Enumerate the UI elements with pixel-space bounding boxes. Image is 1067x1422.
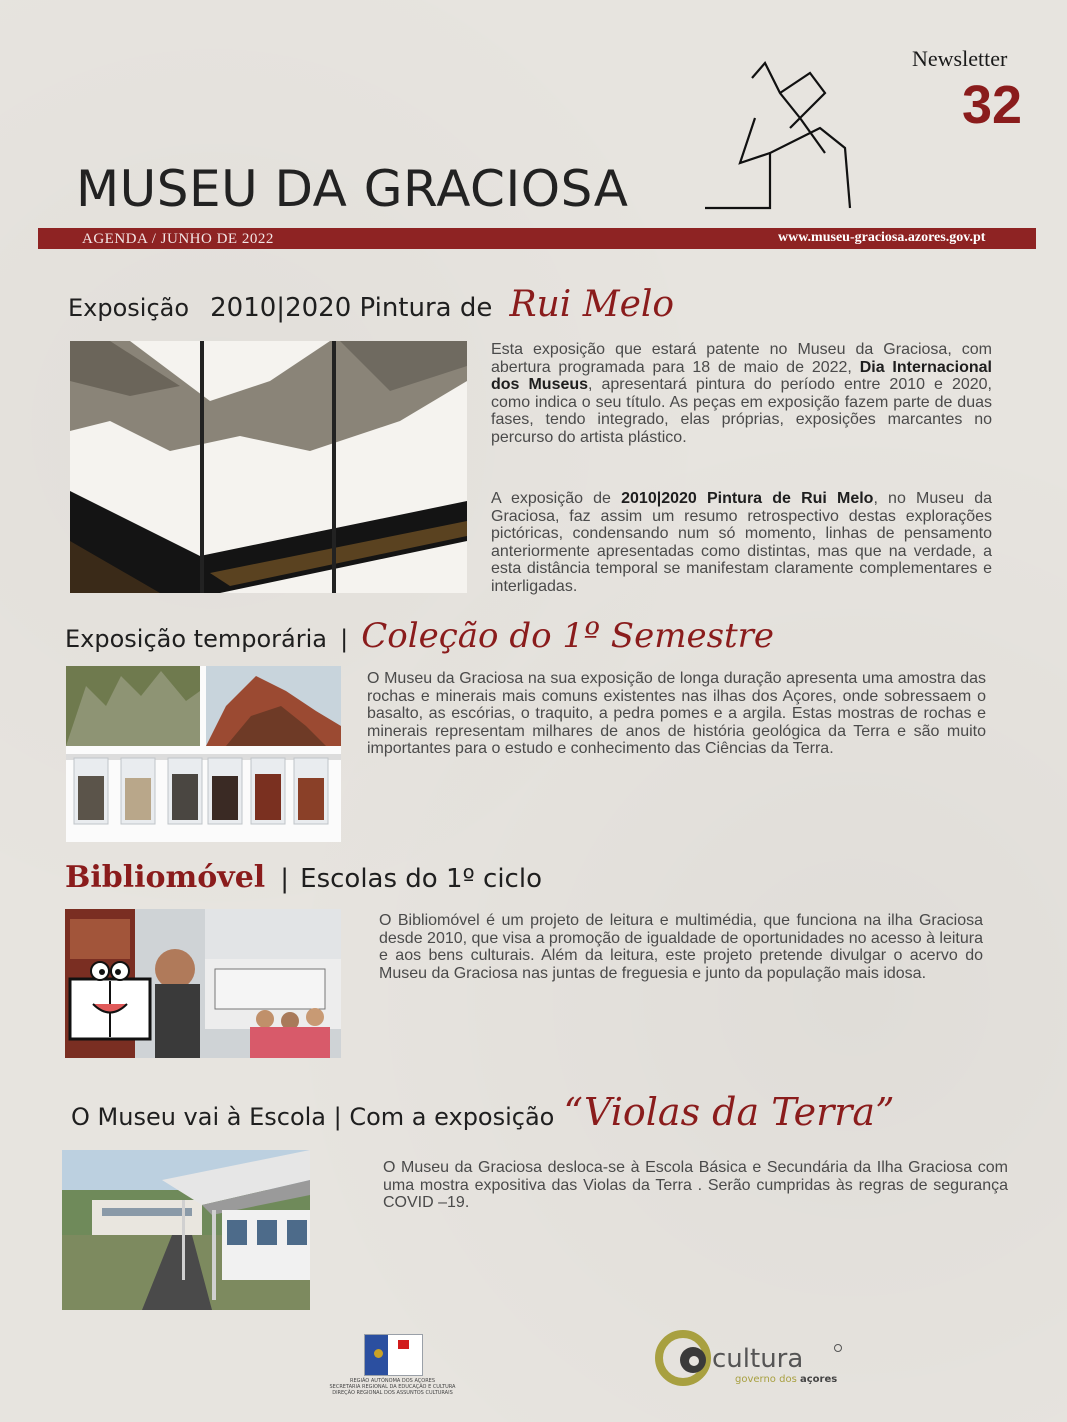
section4-heading (71, 1090, 895, 1134)
section4-heading-script: “Violas da Terra” (563, 1090, 895, 1134)
section1-paragraph1: Esta exposição que estará patente no Museu da Graciosa, com abertura programada para 18 de maio de 2022, Dia Internacional dos Museus, apresentará pintura do período entre 2010 e 2020, como indica o seu título. As peças em exposição fazem parte de duas fases, tendo integrado, elas próprias, exposições marcantes no percurso do artista plástico. (491, 341, 992, 446)
section1-heading-prefix: Exposição (68, 294, 190, 322)
section3-heading-main: Escolas do 1º ciclo (300, 864, 542, 894)
cultura-subtitle: governo dos açores (735, 1374, 838, 1385)
windmill-logo-icon (700, 58, 860, 213)
museum-title: MUSEU DA GRACIOSA (76, 160, 629, 218)
section2-heading (65, 616, 774, 656)
section1-paragraph2: A exposição de 2010|2020 Pintura de Rui Melo, no Museu da Graciosa, faz assim um resumo retrospectivo destas explorações pictóricas, condensando num só momento, linhas de pensamento anteriormente apresentadas como distintas, mas que na verdade, a esta distância temporal se manifestam claramente complementares e interligadas. (491, 490, 993, 595)
section1-heading-script: Rui Melo (509, 284, 675, 325)
government-label: REGIÃO AUTÓNOMA DOS AÇORES SECRETARIA REGIONAL DA EDUCAÇÃO E CULTURA DIREÇÃO REGIONAL DOS ASSUNTOS CULTURAIS (329, 1378, 456, 1396)
registered-mark-icon (834, 1344, 842, 1352)
painting-image (70, 341, 467, 593)
section1-heading-main: 2010|2020 Pintura de (210, 293, 493, 323)
section1-heading (68, 284, 674, 325)
section3-heading (65, 860, 542, 895)
section2-text: O Museu da Graciosa na sua exposição de longa duração apresenta uma amostra das rochas e minerais mais comuns existentes nas ilhas dos Açores, onde sobressaem o basalto, as escórias, o traquito, a pedra pomes e a argila. Estas mostras de rochas e minerais representam milhares de anos de história geológica da Terra e são muito importantes para o estudo e conhecimento das Ciências da Terra. (367, 670, 986, 757)
section4-heading-main: O Museu vai à Escola | Com a exposição (71, 1103, 555, 1131)
section2-heading-script: Coleção do 1º Semestre (361, 616, 775, 656)
section3-separator: | (280, 864, 290, 894)
agenda-label: AGENDA / JUNHO DE 2022 (82, 231, 274, 247)
section3-text: O Bibliomóvel é um projeto de leitura e multimédia, que funciona na ilha Graciosa desde 2010, que visa a promoção de igualdade de oportunidades no acesso à leitura e aos bens culturais. Além da leitura, este projeto pretende divulgar o acervo do Museu da Graciosa nas juntas de freguesia e junto da população mais idosa. (379, 912, 983, 982)
section2-heading-main: Exposição temporária (65, 625, 327, 653)
section2-separator: | (340, 625, 349, 653)
cultura-logo-icon (655, 1330, 717, 1386)
azores-flag-icon (364, 1334, 423, 1376)
section4-text: O Museu da Graciosa desloca-se à Escola Básica e Secundária da Ilha Graciosa com uma mostra expositiva das Violas da Terra . Serão cumpridas às regras de segurança COVID –19. (383, 1159, 1008, 1211)
website-link[interactable]: www.museu-graciosa.azores.gov.pt (778, 230, 986, 245)
section3-heading-script: Bibliomóvel (65, 860, 266, 895)
rocks-collection-image (66, 666, 341, 842)
newsletter-label: Newsletter (912, 46, 1008, 71)
newsletter-number: 32 (962, 75, 1023, 135)
cultura-wordmark: cultura (712, 1344, 804, 1374)
bibliomovel-image (65, 909, 341, 1058)
school-image (62, 1150, 310, 1310)
